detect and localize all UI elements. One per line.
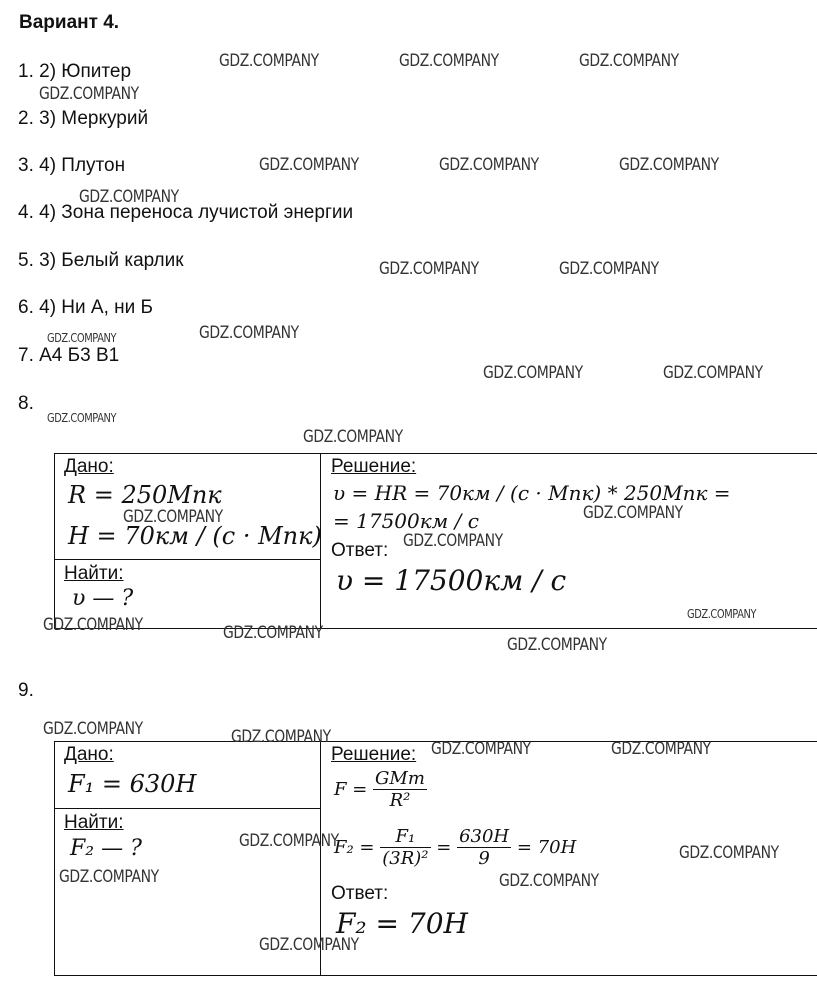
answer-2: 2. 3) Меркурий <box>18 108 149 129</box>
answer-6: 6. 4) Ни А, ни Б <box>18 297 153 318</box>
task9-find-label: Найти: <box>64 812 124 833</box>
task9-given-label: Дано: <box>64 744 114 765</box>
task9-calc-equals: = <box>436 837 452 858</box>
task9-calc-numerator: F₁ <box>380 826 430 848</box>
watermark: GDZ.COMPANY <box>399 51 499 71</box>
watermark: GDZ.COMPANY <box>403 531 503 551</box>
answer-8-number: 8. <box>18 393 34 414</box>
task8-given-1: R = 250Mпк <box>68 481 222 509</box>
watermark: GDZ.COMPANY <box>223 623 323 643</box>
watermark: GDZ.COMPANY <box>687 607 757 621</box>
watermark: GDZ.COMPANY <box>199 323 299 343</box>
watermark: GDZ.COMPANY <box>259 935 359 955</box>
watermark: GDZ.COMPANY <box>219 51 319 71</box>
answer-7: 7. А4 Б3 В1 <box>18 345 120 366</box>
answer-4: 4. 4) Зона переноса лучистой энергии <box>18 202 354 223</box>
answer-1: 1. 2) Юпитер <box>18 61 132 82</box>
task9-calc-result: = 70H <box>516 837 577 858</box>
watermark: GDZ.COMPANY <box>47 331 117 345</box>
watermark: GDZ.COMPANY <box>43 615 143 635</box>
watermark: GDZ.COMPANY <box>379 259 479 279</box>
task8-solution-2: = 17500км / c <box>333 509 479 533</box>
watermark: GDZ.COMPANY <box>663 363 763 383</box>
task8-given-label: Дано: <box>64 456 114 477</box>
task9-formula <box>334 768 427 811</box>
watermark: GDZ.COMPANY <box>303 427 403 447</box>
task9-calculation <box>334 826 576 869</box>
task9-answer-label: Ответ: <box>331 883 389 904</box>
task9-answer-value: F₂ = 70H <box>336 907 468 940</box>
watermark: GDZ.COMPANY <box>619 155 719 175</box>
watermark: GDZ.COMPANY <box>79 187 179 207</box>
watermark: GDZ.COMPANY <box>679 843 779 863</box>
task9-calc-lhs: F₂ = <box>334 837 375 858</box>
watermark: GDZ.COMPANY <box>483 363 583 383</box>
task8-given-2: H = 70км / (c · Mпк) <box>68 522 322 550</box>
watermark: GDZ.COMPANY <box>579 51 679 71</box>
task9-calc-denominator-2: 9 <box>478 848 490 869</box>
watermark: GDZ.COMPANY <box>43 719 143 739</box>
watermark: GDZ.COMPANY <box>439 155 539 175</box>
watermark: GDZ.COMPANY <box>47 411 117 425</box>
watermark: GDZ.COMPANY <box>39 84 139 104</box>
task8-solution-label: Решение: <box>331 456 417 477</box>
task8-find-1: υ — ? <box>72 586 134 611</box>
watermark: GDZ.COMPANY <box>507 635 607 655</box>
task9-formula-denominator: R² <box>389 790 411 811</box>
answer-3: 3. 4) Плутон <box>18 155 126 176</box>
watermark: GDZ.COMPANY <box>559 259 659 279</box>
watermark: GDZ.COMPANY <box>231 727 331 747</box>
task9-formula-lhs: F = <box>334 779 368 800</box>
task9-calc-denominator: (3R)² <box>382 848 429 869</box>
task9-calc-numerator-2: 630H <box>459 826 510 847</box>
task9-solution-label: Решение: <box>331 744 417 765</box>
task9-formula-numerator: GMm <box>375 768 425 789</box>
task8-find-label: Найти: <box>64 563 124 584</box>
watermark: GDZ.COMPANY <box>239 831 339 851</box>
page-title: Вариант 4. <box>19 12 120 33</box>
answer-5: 5. 3) Белый карлик <box>18 250 184 271</box>
watermark: GDZ.COMPANY <box>499 871 599 891</box>
watermark: GDZ.COMPANY <box>123 507 223 527</box>
task8-answer-label: Ответ: <box>331 540 389 561</box>
task8-solution-1: υ = HR = 70км / (c · Mпк) * 250Mпк = <box>333 481 731 505</box>
watermark: GDZ.COMPANY <box>583 503 683 523</box>
task9-find-1: F₂ — ? <box>70 836 142 861</box>
watermark: GDZ.COMPANY <box>59 867 159 887</box>
watermark: GDZ.COMPANY <box>259 155 359 175</box>
watermark: GDZ.COMPANY <box>431 739 531 759</box>
watermark: GDZ.COMPANY <box>611 739 711 759</box>
task9-given-1: F₁ = 630H <box>68 770 197 798</box>
task8-answer-value: υ = 17500км / c <box>336 564 567 597</box>
answer-9-number: 9. <box>18 680 34 701</box>
